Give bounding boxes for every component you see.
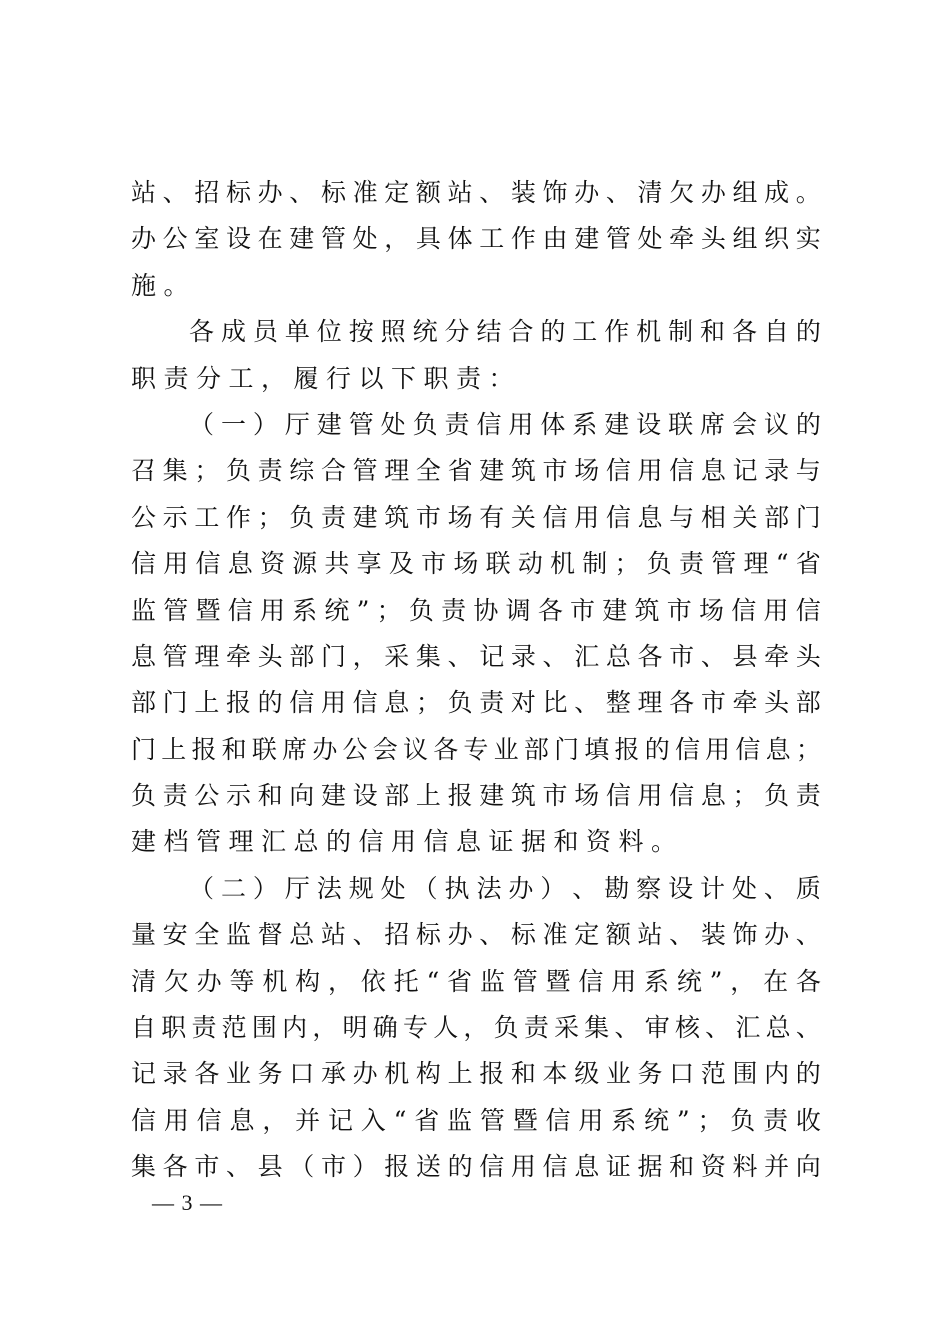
text-line: （ 二 ） 厅 法 规 处 （ 执 法 办 ） 、 勘 察 设 计 处 、 质: [189, 873, 821, 903]
text-line: 部 门 上 报 的 信 用 信 息 ； 负 责 对 比 、 整 理 各 市 牵 头 部: [131, 688, 821, 718]
text-line: （ 一 ） 厅 建 管 处 负 责 信 用 体 系 建 设 联 席 会 议 的: [189, 409, 821, 439]
text-line: 自 职 责 范 围 内 ， 明 确 专 人 ， 负 责 采 集 、 审 核 、 汇 总 、: [131, 1013, 821, 1043]
text-line: 记 录 各 业 务 口 承 办 机 构 上 报 和 本 级 业 务 口 范 围 内 的: [131, 1059, 821, 1089]
page-number: — 3 —: [152, 1190, 223, 1215]
text-line: 职责分工，履行以下职责：: [131, 363, 522, 393]
text-line: 清 欠 办 等 机 构 ， 依 托 “ 省 监 管 暨 信 用 系 统 ” ， 在 各: [131, 966, 821, 996]
text-line: 站 、 招 标 办 、 标 准 定 额 站 、 装 饰 办 、 清 欠 办 组 成 。: [131, 178, 821, 207]
text-line: 召 集 ； 负 责 综 合 管 理 全 省 建 筑 市 场 信 用 信 息 记 录 与: [131, 456, 821, 486]
text-line: 息 管 理 牵 头 部 门 ， 采 集 、 记 录 、 汇 总 各 市 、 县 牵 头: [131, 641, 821, 671]
text-line: 集 各 市 、 县 （ 市 ） 报 送 的 信 用 信 息 证 据 和 资 料 并 向: [131, 1152, 821, 1182]
text-line: 各 成 员 单 位 按 照 统 分 结 合 的 工 作 机 制 和 各 自 的: [189, 317, 821, 347]
text-line: 门 上 报 和 联 席 办 公 会 议 各 专 业 部 门 填 报 的 信 用 信 息 ；: [131, 734, 821, 764]
body-text: [131, 170, 821, 1191]
text-line: 建档管理汇总的信用信息证据和资料。: [131, 827, 684, 857]
text-line: 公 示 工 作 ； 负 责 建 筑 市 场 有 关 信 用 信 息 与 相 关 部 门: [131, 502, 821, 532]
text-line: 信 用 信 息 ， 并 记 入 “ 省 监 管 暨 信 用 系 统 ” ； 负 责 收: [131, 1105, 821, 1135]
text-line: 监 管 暨 信 用 系 统 ” ； 负 责 协 调 各 市 建 筑 市 场 信 用 信: [131, 595, 821, 625]
text-line: 负 责 公 示 和 向 建 设 部 上 报 建 筑 市 场 信 用 信 息 ； 负 责: [131, 781, 821, 811]
text-line: 量 安 全 监 督 总 站 、 招 标 办 、 标 准 定 额 站 、 装 饰 办 、: [131, 920, 821, 950]
text-line: 施。: [131, 270, 197, 300]
text-line: 办 公 室 设 在 建 管 处 ， 具 体 工 作 由 建 管 处 牵 头 组 织 实: [131, 224, 821, 254]
text-line: 信 用 信 息 资 源 共 享 及 市 场 联 动 机 制 ； 负 责 管 理 “ 省: [131, 549, 821, 579]
